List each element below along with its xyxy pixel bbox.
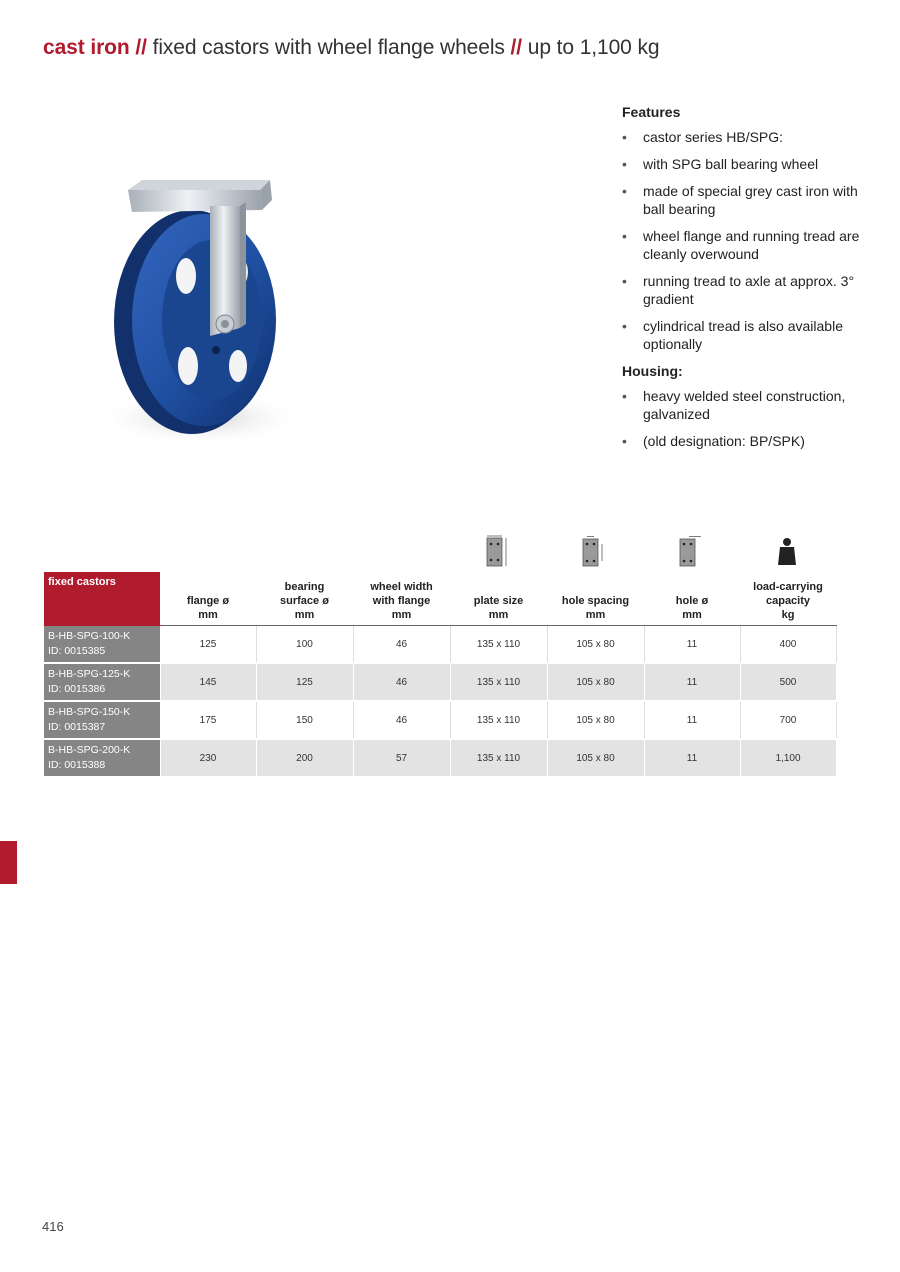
housing-item: • heavy welded steel construction, galvanized — [622, 387, 872, 423]
row-label: B-HB-SPG-100-K ID: 0015385 — [44, 626, 160, 664]
table-cell: 400 — [740, 626, 836, 664]
column-header: wheel width with flange mm — [353, 572, 450, 626]
table-cell: 46 — [353, 701, 450, 739]
table-row — [44, 626, 836, 664]
page-number: 416 — [42, 1219, 64, 1234]
table-cell: 105 x 80 — [547, 626, 644, 664]
column-header: bearing surface ø mm — [256, 572, 353, 626]
table-row — [44, 701, 836, 739]
table-header-row — [44, 572, 836, 626]
title-description: fixed castors with wheel flange wheels — [152, 36, 505, 59]
table-cell: 135 x 110 — [450, 701, 547, 739]
table-cell: 11 — [644, 739, 740, 777]
castor-image — [80, 160, 330, 460]
table-corner-label: fixed castors — [44, 572, 160, 626]
row-label: B-HB-SPG-200-K ID: 0015388 — [44, 739, 160, 777]
table-cell: 46 — [353, 663, 450, 701]
load-weight-icon — [776, 535, 798, 567]
table-cell: 105 x 80 — [547, 663, 644, 701]
row-label: B-HB-SPG-150-K ID: 0015387 — [44, 701, 160, 739]
feature-item: • running tread to axle at approx. 3° gradient — [622, 272, 872, 308]
hole-diameter-icon — [677, 535, 703, 569]
column-header: flange ø mm — [160, 572, 256, 626]
feature-item: • cylindrical tread is also available optionally — [622, 317, 872, 353]
hole-spacing-icon — [580, 535, 608, 569]
title-material: cast iron — [43, 36, 130, 59]
table-cell: 100 — [256, 626, 353, 664]
housing-heading: Housing: — [622, 363, 683, 379]
table-cell: 1,100 — [740, 739, 836, 777]
column-header: load-carrying capacity kg — [740, 572, 836, 626]
housing-item: • (old designation: BP/SPK) — [622, 432, 872, 450]
feature-item: • made of special grey cast iron with ball bearing — [622, 182, 872, 218]
row-label: B-HB-SPG-125-K ID: 0015386 — [44, 663, 160, 701]
table-cell: 125 — [256, 663, 353, 701]
table-cell: 105 x 80 — [547, 701, 644, 739]
features-list — [622, 104, 872, 459]
spec-table — [44, 572, 837, 778]
table-row — [44, 663, 836, 701]
table-cell: 11 — [644, 626, 740, 664]
table-cell: 11 — [644, 663, 740, 701]
feature-item: • with SPG ball bearing wheel — [622, 155, 872, 173]
table-cell: 175 — [160, 701, 256, 739]
table-row — [44, 739, 836, 777]
title-separator: // — [129, 36, 153, 59]
table-cell: 500 — [740, 663, 836, 701]
table-cell: 700 — [740, 701, 836, 739]
table-cell: 125 — [160, 626, 256, 664]
table-cell: 200 — [256, 739, 353, 777]
page-title — [43, 36, 659, 60]
section-tab-marker — [0, 841, 17, 884]
feature-item: • castor series HB/SPG: — [622, 128, 872, 146]
table-cell: 230 — [160, 739, 256, 777]
plate-size-icon — [484, 535, 510, 569]
table-cell: 135 x 110 — [450, 663, 547, 701]
table-cell: 105 x 80 — [547, 739, 644, 777]
title-capacity: up to 1,100 kg — [527, 36, 660, 59]
feature-item: • wheel flange and running tread are cleanly overwound — [622, 227, 872, 263]
table-cell: 150 — [256, 701, 353, 739]
title-separator: // — [504, 36, 528, 59]
table-cell: 135 x 110 — [450, 739, 547, 777]
column-header: hole ø mm — [644, 572, 740, 626]
table-cell: 46 — [353, 626, 450, 664]
features-heading: Features — [622, 104, 681, 120]
column-header: plate size mm — [450, 572, 547, 626]
table-cell: 57 — [353, 739, 450, 777]
column-header: hole spacing mm — [547, 572, 644, 626]
table-cell: 135 x 110 — [450, 626, 547, 664]
table-cell: 145 — [160, 663, 256, 701]
table-cell: 11 — [644, 701, 740, 739]
